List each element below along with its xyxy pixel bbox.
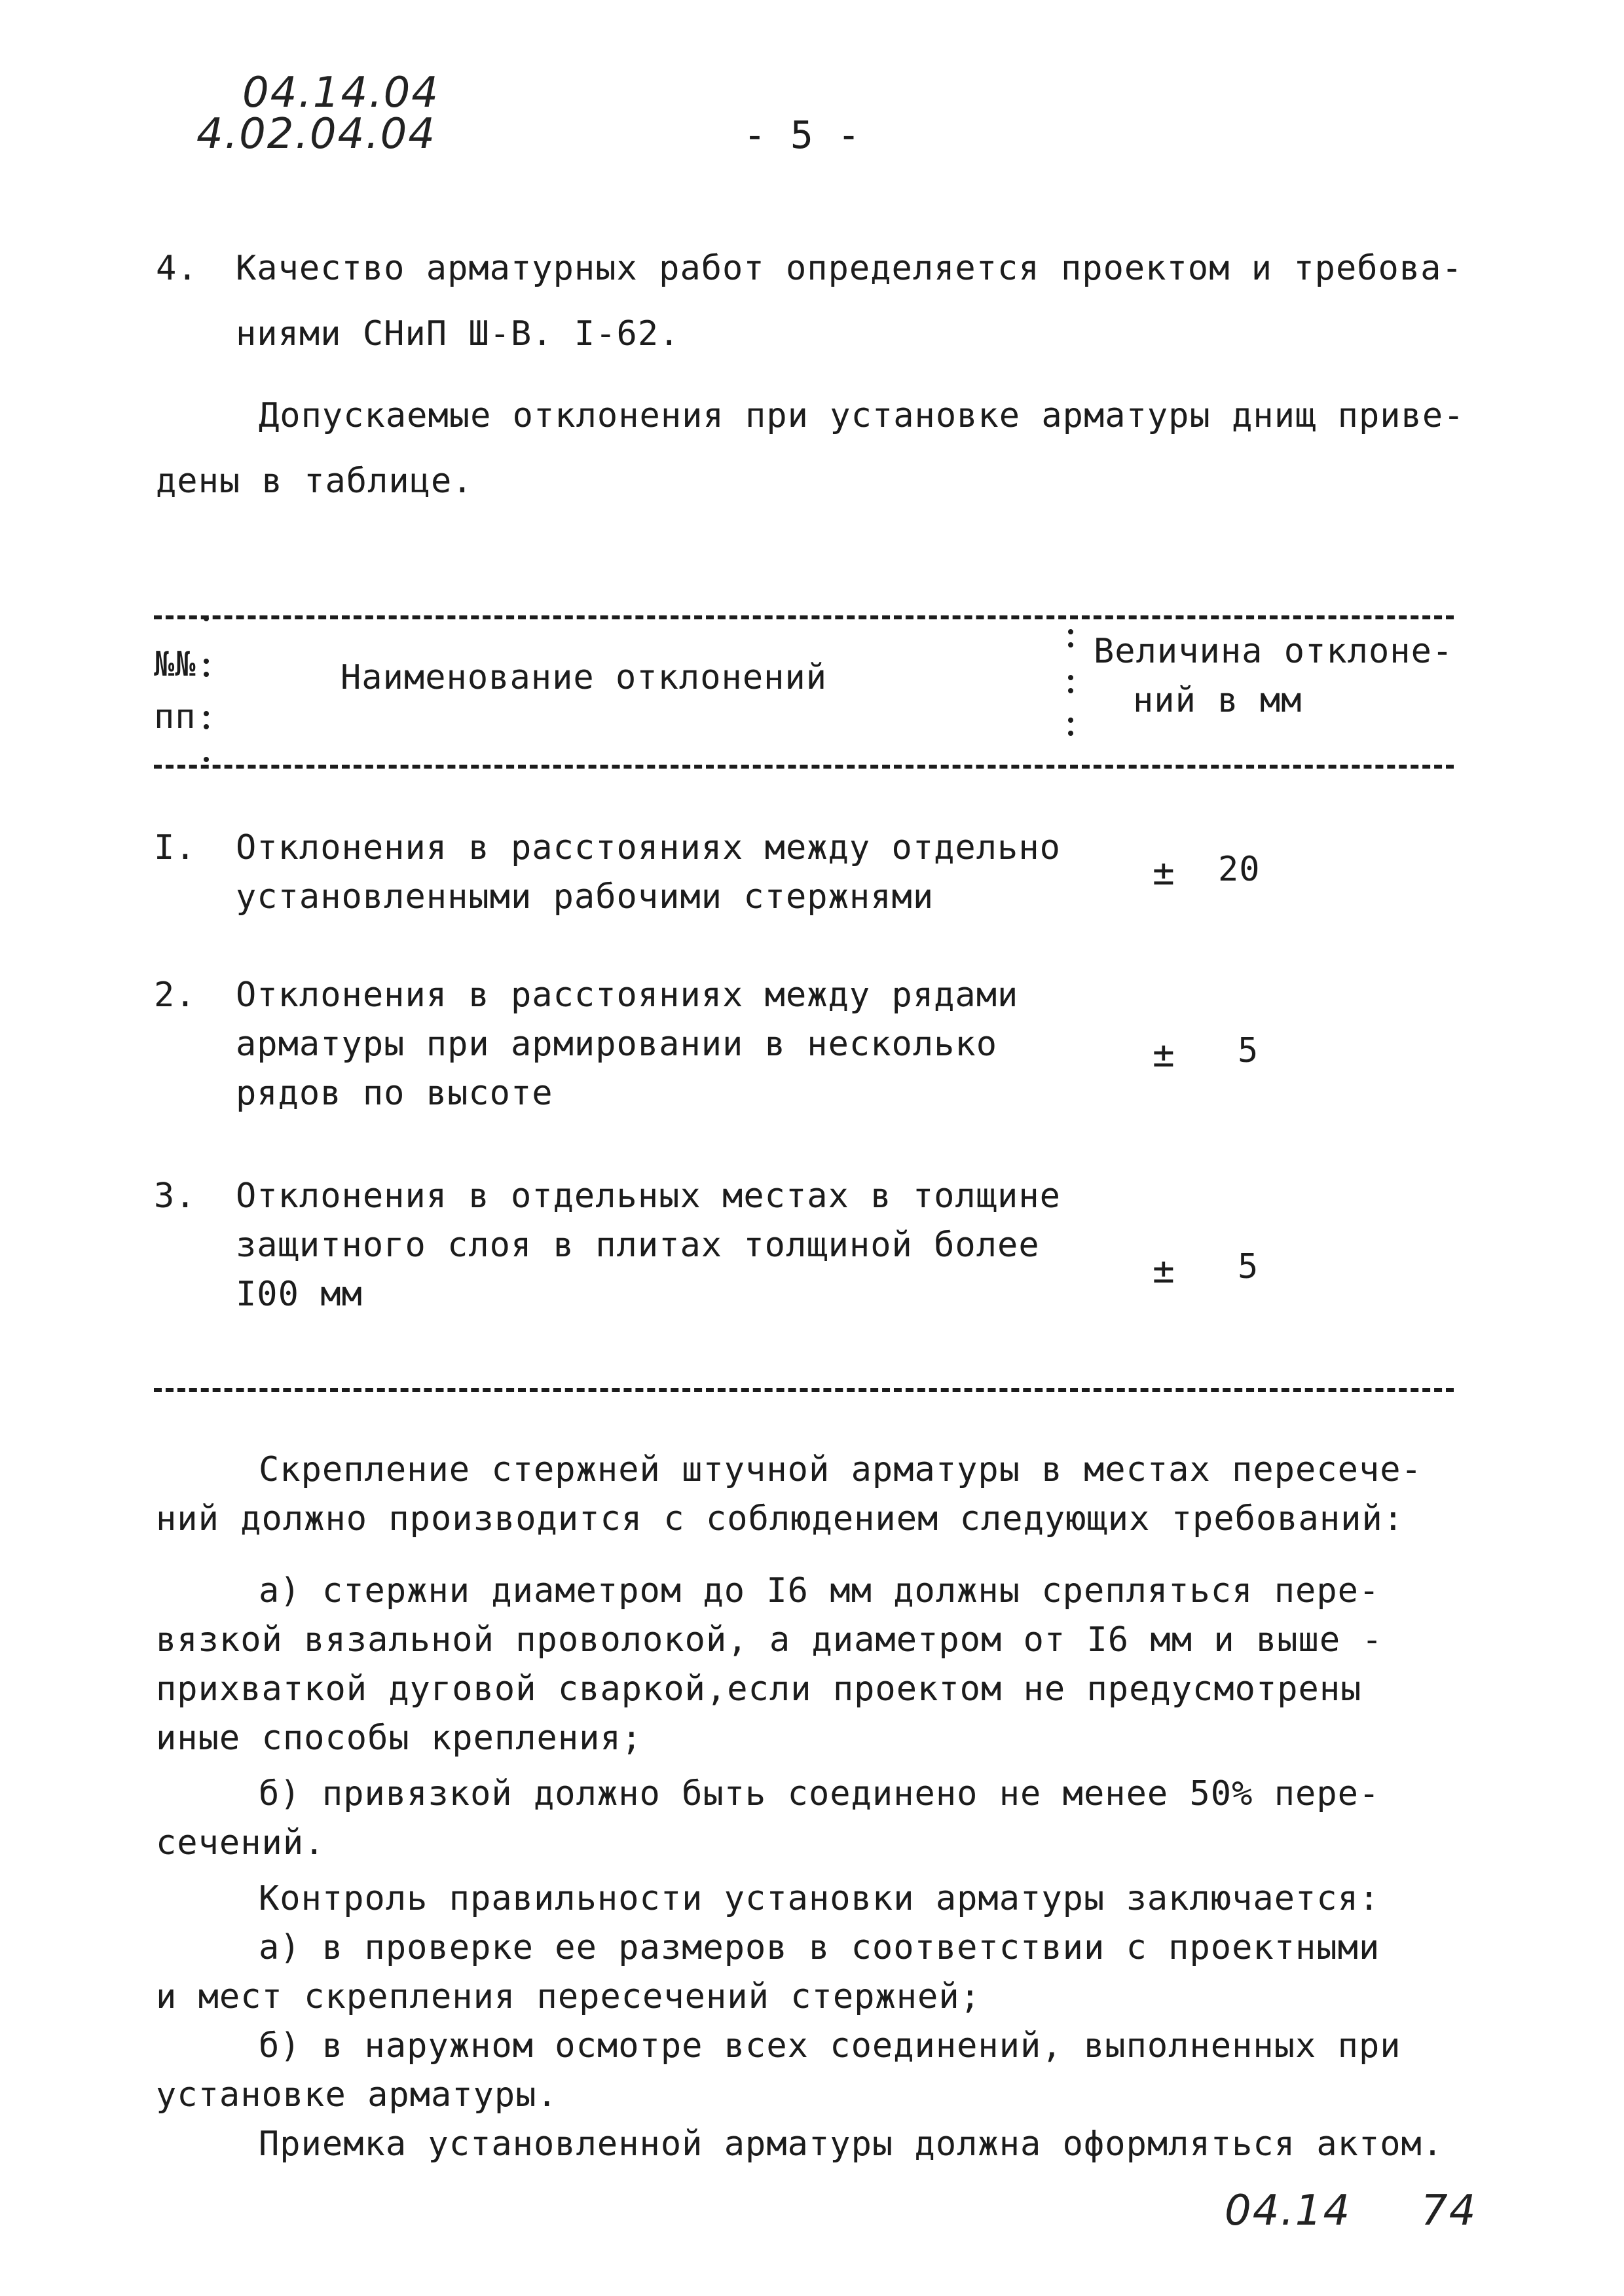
page-number: - 5 - xyxy=(743,113,861,157)
intro-line-1: Качество арматурных работ определяется проектом и требова- xyxy=(236,249,1463,288)
text-line: иные способы крепления; xyxy=(156,1719,643,1758)
intro-paragraph-line-2: дены в таблице. xyxy=(156,462,473,501)
row-text-line: защитного слоя в плитах толщиной более xyxy=(236,1226,1040,1265)
intro-line-2: ниями СНиП Ш-В. I-62. xyxy=(236,314,680,354)
row-text-line: Отклонения в расстояниях между отдельно xyxy=(236,828,1061,867)
text-line: ний должно производится с соблюдением следующих требований: xyxy=(156,1499,1405,1539)
text-line: б) привязкой должно быть соединено не менее 50% пере- xyxy=(259,1774,1380,1813)
handwritten-sheet-number: 74 xyxy=(1421,2187,1477,2235)
text-line: и мест скрепления пересечений стержней; xyxy=(156,1977,981,2016)
text-line: б) в наружном осмотре всех соединений, выполненных при xyxy=(259,2026,1401,2066)
table-top-rule xyxy=(154,615,1454,619)
header-num-line-2: пп xyxy=(154,697,196,737)
handwritten-code-2: 4.02.04.04 xyxy=(196,110,437,158)
plus-minus-sign: ± xyxy=(1153,851,1175,894)
table-bottom-rule xyxy=(154,1388,1454,1392)
header-value-line-1: Величина отклоне- xyxy=(1094,632,1454,671)
row-value: 20 xyxy=(1218,850,1261,889)
text-line: установке арматуры. xyxy=(156,2075,558,2115)
row-text-line: Отклонения в расстояниях между рядами xyxy=(236,975,1019,1015)
text-line: сечений. xyxy=(156,1823,325,1863)
row-value: 5 xyxy=(1238,1247,1259,1286)
row-text-line: установленными рабочими стержнями xyxy=(236,877,934,917)
plus-minus-sign: ± xyxy=(1153,1249,1175,1292)
text-line: Контроль правильности установки арматуры заключается: xyxy=(259,1879,1380,1918)
column-separator-1 xyxy=(196,606,216,776)
plus-minus-sign: ± xyxy=(1153,1033,1175,1076)
handwritten-footer-code: 04.14 xyxy=(1225,2187,1352,2235)
text-line: а) в проверке ее размеров в соответствии с проектными xyxy=(259,1928,1380,1967)
table-header-rule xyxy=(154,765,1454,769)
handwritten-code-1: 04.14.04 xyxy=(242,69,439,117)
header-num-line-1: №№ xyxy=(154,645,196,684)
item-number-4: 4. xyxy=(156,249,198,288)
column-separator-2 xyxy=(1061,606,1080,750)
header-name: Наименование отклонений xyxy=(341,658,828,697)
row-text-line: рядов по высоте xyxy=(236,1074,553,1113)
row-number: 3. xyxy=(154,1176,196,1216)
row-text-line: Отклонения в отдельных местах в толщине xyxy=(236,1176,1061,1216)
text-line: а) стержни диаметром до I6 мм должны срепляться пере- xyxy=(259,1571,1380,1611)
text-line: Приемка установленной арматуры должна оформляться актом. xyxy=(259,2124,1444,2164)
row-value: 5 xyxy=(1238,1031,1259,1070)
text-line: Скрепление стержней штучной арматуры в местах пересече- xyxy=(259,1450,1422,1489)
header-value-line-2: ний в мм xyxy=(1133,681,1302,720)
row-number: I. xyxy=(154,828,196,867)
row-text-line: I00 мм xyxy=(236,1275,363,1314)
row-text-line: арматуры при армировании в несколько xyxy=(236,1025,998,1064)
intro-paragraph-line-1: Допускаемые отклонения при установке арматуры днищ приве- xyxy=(259,396,1465,435)
text-line: прихваткой дуговой сваркой,если проектом не предусмотрены xyxy=(156,1669,1362,1709)
row-number: 2. xyxy=(154,975,196,1015)
text-line: вязкой вязальной проволокой, а диаметром от I6 мм и выше - xyxy=(156,1620,1383,1660)
